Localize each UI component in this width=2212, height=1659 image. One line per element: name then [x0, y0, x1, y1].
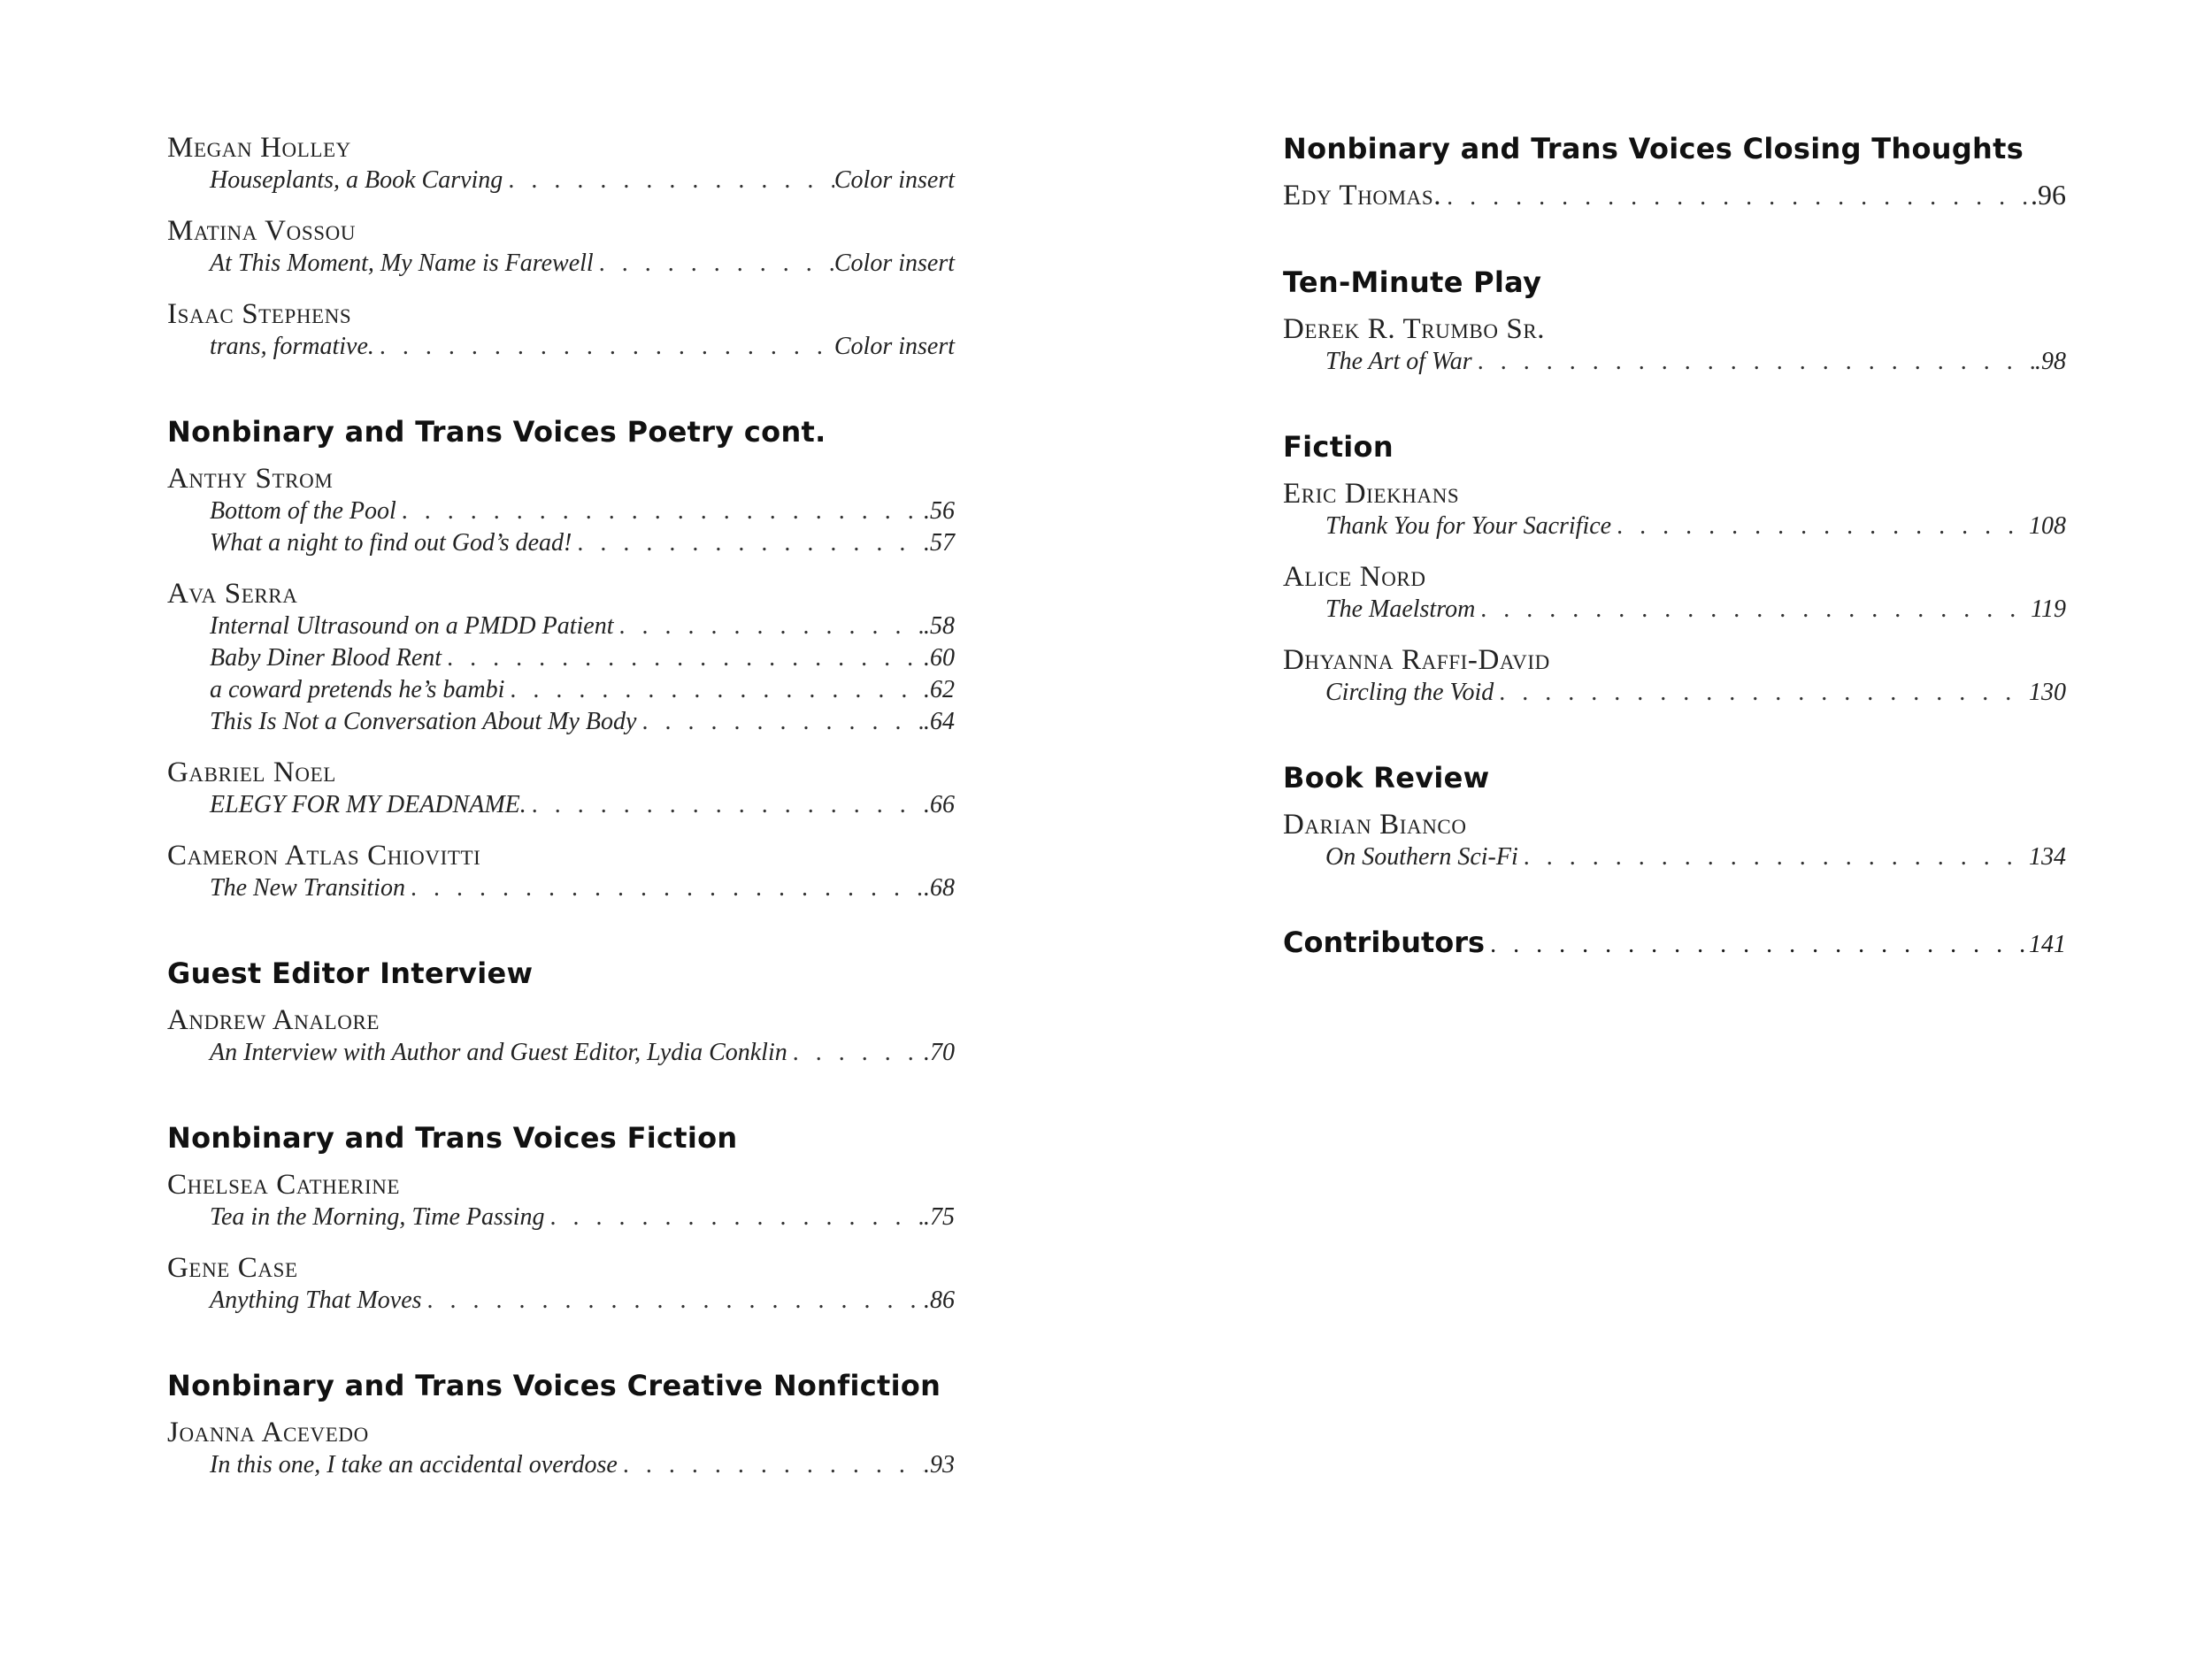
toc-entry: [167, 214, 955, 280]
author-name: Alice Nord: [1283, 561, 1426, 593]
page-number: .57: [924, 529, 955, 557]
dot-leader: [618, 1449, 924, 1481]
work-title: Thank You for Your Sacrifice: [1325, 512, 1612, 540]
page-number: Color insert: [833, 333, 955, 360]
toc-entry: [167, 1168, 955, 1233]
dot-leader: [1494, 677, 2029, 709]
page-number: .96: [2031, 179, 2066, 211]
dot-leader: [526, 789, 924, 821]
work-title: The Art of War: [1325, 348, 1472, 375]
dot-leader: [1485, 931, 2029, 959]
work-title: Circling the Void: [1325, 679, 1494, 706]
page-number: .66: [924, 791, 955, 818]
dot-leader: [1518, 841, 2029, 873]
toc-entry: [1283, 643, 2066, 709]
page-number: .62: [924, 676, 955, 703]
dot-leader: [614, 611, 924, 642]
work-title: Baby Diner Blood Rent: [210, 644, 442, 672]
dot-leader: [442, 642, 924, 674]
work-line[interactable]: [1283, 179, 2066, 213]
work-title: At This Moment, My Name is Farewell: [210, 250, 594, 277]
toc-entry: [1283, 477, 2066, 542]
dot-leader: [1475, 594, 2031, 626]
work-title: Internal Ultrasound on a PMDD Patient: [210, 612, 614, 640]
page-number: .58: [924, 612, 955, 640]
dot-leader: [374, 331, 834, 363]
author-name: Cameron Atlas Chiovitti: [167, 840, 481, 872]
dot-leader: [1441, 181, 2031, 213]
toc-entry: [167, 756, 955, 821]
section-heading: Nonbinary and Trans Voices Closing Thoughts: [1283, 132, 2024, 165]
author-name: Matina Vossou: [167, 215, 357, 247]
author-name: Chelsea Catherine: [167, 1169, 401, 1201]
section-heading: Nonbinary and Trans Voices Creative Nonfiction: [167, 1369, 941, 1402]
dot-leader: [504, 674, 924, 706]
toc-entry: [1283, 312, 2066, 378]
play-section: [1283, 265, 2066, 378]
color-insert-section: [167, 131, 955, 363]
page-number: Color insert: [833, 250, 955, 277]
work-line[interactable]: [167, 331, 955, 363]
work-line[interactable]: [1283, 594, 2066, 626]
poetry-section: [167, 414, 955, 904]
author-name: Eric Diekhans: [1283, 478, 1460, 510]
page-number: .60: [924, 644, 955, 672]
right-page-toc: [1283, 131, 2066, 960]
page-number: .70: [924, 1039, 955, 1066]
work-line[interactable]: [167, 1449, 955, 1481]
work-title: a coward pretends he’s bambi: [210, 676, 505, 703]
section-heading: Fiction: [1283, 430, 1394, 464]
toc-entry: [167, 577, 955, 738]
toc-entry: [167, 131, 955, 196]
work-line[interactable]: [167, 789, 955, 821]
interview-section: [167, 956, 955, 1069]
dot-leader: [1611, 511, 2029, 542]
dot-leader: [503, 165, 834, 196]
toc-entry: [167, 462, 955, 559]
work-line[interactable]: [1283, 511, 2066, 542]
toc-entry: [167, 1416, 955, 1481]
page-number: 134: [2029, 843, 2066, 871]
book-review-section: [1283, 760, 2066, 873]
section-heading: Nonbinary and Trans Voices Poetry cont.: [167, 415, 826, 449]
page-number: 130: [2029, 679, 2066, 706]
section-heading: Guest Editor Interview: [167, 956, 534, 990]
work-title: An Interview with Author and Guest Editor, Lydia Conklin: [210, 1039, 787, 1066]
work-title: Houseplants, a Book Carving: [210, 166, 503, 194]
page-number: 119: [2031, 595, 2066, 623]
work-line[interactable]: [167, 706, 955, 738]
work-title: On Southern Sci-Fi: [1325, 843, 1518, 871]
work-line[interactable]: [1283, 346, 2066, 378]
trans-fiction-section: [167, 1120, 955, 1317]
contributors-section: [1283, 925, 2066, 960]
work-line[interactable]: [167, 1202, 955, 1233]
author-name: Gabriel Noel: [167, 757, 336, 788]
closing-thoughts-section: [1283, 131, 2066, 213]
section-heading: Ten-Minute Play: [1283, 265, 1542, 299]
page-number: Color insert: [833, 166, 955, 194]
dot-leader: [787, 1037, 924, 1069]
author-name: Edy Thomas.: [1283, 180, 1442, 211]
work-line[interactable]: [167, 642, 955, 674]
page-number: .75: [924, 1203, 955, 1231]
page-number: 108: [2029, 512, 2066, 540]
toc-entry: [167, 297, 955, 363]
work-line[interactable]: [167, 495, 955, 527]
work-title: The New Transition: [210, 874, 405, 902]
page-number: .98: [2035, 348, 2066, 375]
author-name: Joanna Acevedo: [167, 1417, 369, 1448]
work-line[interactable]: [167, 1285, 955, 1317]
work-title: Tea in the Morning, Time Passing: [210, 1203, 545, 1231]
dot-leader: [636, 706, 924, 738]
work-line[interactable]: [167, 674, 955, 706]
author-name: Anthy Strom: [167, 463, 334, 495]
dot-leader: [405, 872, 924, 904]
dot-leader: [422, 1285, 924, 1317]
work-line[interactable]: [1283, 841, 2066, 873]
nonfiction-section: [167, 1368, 955, 1481]
dot-leader: [594, 248, 834, 280]
work-title: This Is Not a Conversation About My Body: [210, 708, 637, 735]
work-line[interactable]: [167, 527, 955, 559]
page-number: .93: [924, 1451, 955, 1479]
author-name: Derek R. Trumbo Sr.: [1283, 313, 1546, 345]
left-page-toc: [167, 131, 955, 1481]
page-number: .86: [924, 1286, 955, 1314]
dot-leader: [572, 527, 924, 559]
page-number: .68: [924, 874, 955, 902]
work-line[interactable]: [167, 248, 955, 280]
work-line[interactable]: [167, 165, 955, 196]
contributors-line[interactable]: [1283, 925, 2066, 960]
toc-entry: [167, 839, 955, 904]
page-number: .56: [924, 497, 955, 525]
section-heading: Nonbinary and Trans Voices Fiction: [167, 1121, 738, 1155]
work-title: Anything That Moves: [210, 1286, 422, 1314]
work-title: What a night to find out God’s dead!: [210, 529, 572, 557]
work-line[interactable]: [167, 1037, 955, 1069]
author-name: Megan Holley: [167, 132, 351, 164]
toc-entry: [1283, 179, 2066, 213]
work-line[interactable]: [167, 872, 955, 904]
page-number: .64: [924, 708, 955, 735]
toc-entry: [167, 1003, 955, 1069]
author-name: Dhyanna Raffi-David: [1283, 644, 1550, 676]
toc-entry: [1283, 560, 2066, 626]
author-name: Ava Serra: [167, 578, 298, 610]
dot-leader: [1472, 346, 2035, 378]
page-number: 141: [2029, 931, 2066, 958]
dot-leader: [545, 1202, 924, 1233]
author-name: Andrew Analore: [167, 1004, 380, 1036]
author-name: Isaac Stephens: [167, 298, 352, 330]
work-line[interactable]: [1283, 677, 2066, 709]
author-name: Darian Bianco: [1283, 809, 1467, 841]
work-title: Bottom of the Pool: [210, 497, 396, 525]
work-line[interactable]: [167, 611, 955, 642]
dot-leader: [396, 495, 924, 527]
work-title: The Maelstrom: [1325, 595, 1476, 623]
fiction-section: [1283, 429, 2066, 709]
section-heading: Contributors: [1283, 926, 1486, 959]
section-heading: Book Review: [1283, 761, 1490, 795]
work-title: trans, formative.: [210, 333, 374, 360]
toc-entry: [1283, 808, 2066, 873]
work-title: ELEGY FOR MY DEADNAME.: [210, 791, 526, 818]
author-name: Gene Case: [167, 1252, 298, 1284]
work-title: In this one, I take an accidental overdose: [210, 1451, 618, 1479]
toc-entry: [167, 1251, 955, 1317]
